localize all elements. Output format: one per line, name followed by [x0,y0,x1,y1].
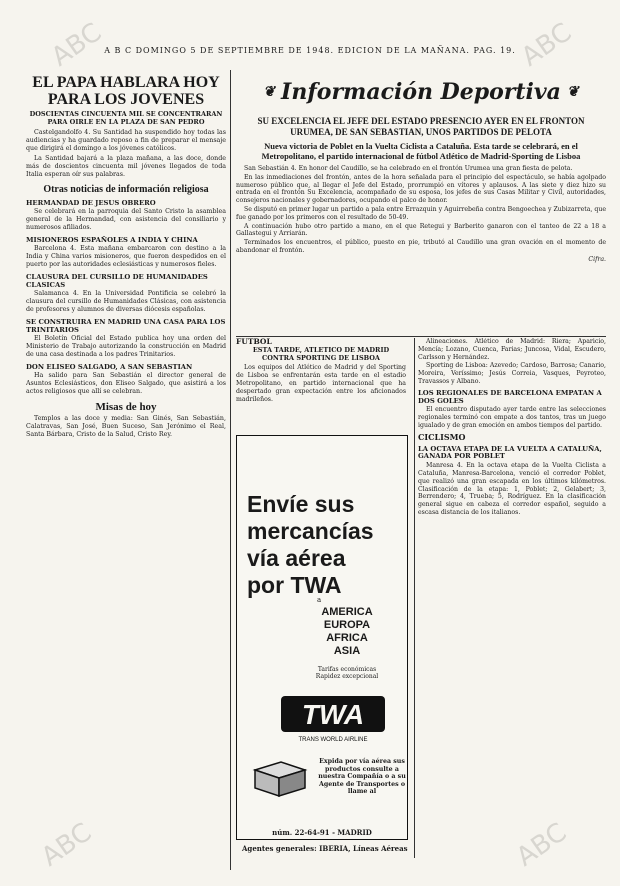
ad-tariff: Tarifas económicas Rapidez excepcional [315,666,379,680]
ad-phone: núm. 22-64-91 - MADRID [272,828,372,837]
ad-headline-line: vía aérea [247,545,346,571]
article-paragraph: A continuación hubo otro partido a mano, en el que Retegui y Barberito ganaron con el tanteo de 22 a 18 a Gallastegui y Arriarán. [236,222,606,238]
article-paragraph: Sporting de Lisboa: Azevedo; Cardoso, Barrosa; Canario, Moreira, Veríssimo; Jesús Correia, Vasques, Peyroteo, Travassos y Albano. [418,362,606,385]
watermark-bottom-right: ABC [511,817,573,873]
section-title-religion: Otras noticias de información religiosa [43,184,209,195]
subhead-clausura: CLAUSURA DEL CURSILLO DE HUMANIDADES CLASICAS [26,273,208,289]
ad-headline [247,491,374,599]
logo-tagline: TRANS WORLD AIRLINE [298,737,368,743]
lead-body [236,165,606,264]
twa-advertisement [236,435,408,840]
article-paragraph: El Boletín Oficial del Estado publica hoy una orden del Ministerio de Trabajo autorizando la construcción en Madrid de una casa destinada a los padres Trinitarios. [26,335,226,358]
sports-banner [236,70,606,114]
subhead-eliseo: DON ELISEO SALGADO, A SAN SEBASTIAN [26,363,193,371]
package-illustration [251,756,309,798]
article-paragraph: Ha salido para San Sebastián el director general de Asuntos Eclesiásticos, don Eliseo Salgado, que asistirá a los actos religiosos que allí se celebran. [26,372,226,395]
ornament-icon: ❦ [263,84,276,100]
article-paragraph: Castelgandolfo 4. Su Santidad ha suspendido hoy todas las audiencias y ha guardado reposo a fin de preparar el mensaje que dirigirá el domingo a los jóvenes católicos. [26,129,226,152]
destination: AMERICA [321,606,373,618]
section-title-misas: Misas de hoy [95,401,157,413]
article-paragraph: Templos a las doce y media: San Ginés, San Sebastián, Calatravas, San José, Buen Suceso, San Jerónimo el Real, Santa Bárbara, Cristo de la Salud, Cristo Rey. [26,415,226,438]
watermark-bottom-left: ABC [36,817,98,873]
article-paragraph: Manresa 4. En la octava etapa de la Vuelta Ciclista a Cataluña, Manresa-Barcelona, venció el corredor Poblet, que realizó una gran escapada en los últimos kilómetros. Clasificación de la etapa: 1, Poblet; 2, Gelabert; 3, Berrendero; 4, Trueba; 5, Rodríguez. En la clasificación general sigue en cabeza el corredor español, seguido a escasa distancia de los italianos. [418,462,606,516]
lead-subheadline: Nueva victoria de Poblet en la Vuelta Ciclista a Cataluña. Esta tarde se celebrará, en el Metropolitano, el partido internacional de fútbol Atlético de Madrid-Sporting de Lisboa [261,141,581,161]
ciclismo-subheading: LA OCTAVA ETAPA DE LA VUELTA A CATALUÑA, GANADA POR POBLET [418,444,602,461]
destination: EUROPA [323,619,371,631]
headline-pope: EL PAPA HABLARA HOY PARA LOS JOVENES [32,74,220,108]
subhead-misioneros: MISIONEROS ESPAÑOLES A INDIA Y CHINA [26,236,198,244]
byline: Cifra. [588,255,606,263]
left-column [26,70,226,873]
column-rule [230,70,231,870]
ad-agents: Agentes generales: IBERIA, Líneas Aéreas [242,844,408,853]
ad-destinations [307,606,387,658]
twa-logo [273,686,393,746]
destination: AFRICA [326,632,368,644]
subhead-hermandad: HERMANDAD DE JESUS OBRERO [26,199,156,207]
right-column [418,338,606,868]
sports-banner-title: Información Deportiva [281,79,561,105]
ad-headline-line: por TWA [247,572,342,598]
ad-headline-line: mercancías [247,518,374,544]
article-paragraph: San Sebastián 4. En honor del Caudillo, se ha celebrado en el frontón Urumea una gran fiesta de pelota. [244,165,573,172]
article-paragraph: Los equipos del Atlético de Madrid y del Sporting de Lisboa se enfrentarán esta tarde en el estadio Metropolitano, en partido internacional que ha despertado gran expectación entre los aficionados madrileños. [236,364,406,403]
destination: ASIA [333,645,361,657]
article-paragraph: Barcelona 4. Esta mañana embarcaron con destino a la India y China varios misioneros, que fueron despedidos en el puerto por las autoridades eclesiásticas y numerosos fieles. [26,245,226,268]
lead-headline: SU EXCELENCIA EL JEFE DEL ESTADO PRESENCIO AYER EN EL FRONTON URUMEA, DE SAN SEBASTIAN, UNOS PARTIDOS DE PELOTA [257,116,585,137]
article-paragraph: Terminados los encuentros, el público, puesto en pie, tributó al Caudillo una gran ovación en el momento de abandonar el frontón. [236,239,606,254]
ad-headline-line: Envíe sus [247,491,355,517]
subhead-casa: SE CONSTRUIRA EN MADRID UNA CASA PARA LOS TRINITARIOS [26,318,226,334]
article-paragraph: Salamanca 4. En la Universidad Pontificia se celebró la clausura del cursillo de Humanidades Clásicas, con asistencia de profesores y alumnos de diversas diócesis españolas. [26,290,226,313]
subhead-empate: LOS REGIONALES DE BARCELONA EMPATAN A DOS GOLES [418,388,602,405]
logo-text: TWA [301,699,365,730]
futbol-heading: FUTBOL [236,337,272,346]
ad-connector: a [317,596,322,604]
futbol-subheading: ESTA TARDE, ATLETICO DE MADRID CONTRA SPORTING DE LISBOA [252,345,390,362]
article-paragraph: En las inmediaciones del frontón, antes de la hora señalada para el principio del espectáculo, se había agolpado numeroso público que, al llegar el Jefe del Estado, prorrumpió en vítores y aplausos. A las siete y diez hizo su entrada en el frontón Su Excelencia, acompañado de su esposa, los jefes de sus Casas Militar y Civil, autoridades, consejeros nacionales y gobernadores, ocupando el palco de honor. [236,173,606,205]
article-paragraph: Alineaciones. Atlético de Madrid: Riera; Aparicio, Mencía; Lozano, Cuenca, Farias; Juncosa, Vidal, Escudero, Carlsson y Hernández. [418,338,606,361]
sports-section [236,70,606,264]
watermark-top-right: ABC [516,17,578,73]
futbol-column [236,338,406,403]
article-paragraph: Se celebrará en la parroquia del Santo Cristo la asamblea general de la Hermandad, con asistencia del consiliario y numerosos afiliados. [26,208,226,231]
dek-pope: DOSCIENTAS CINCUENTA MIL SE CONCENTRARAN PARA OIRLE EN LA PLAZA DE SAN PEDRO [29,110,223,126]
lower-section [236,338,606,868]
column-rule [414,338,415,858]
ciclismo-heading: CICLISMO [418,431,466,442]
article-paragraph: El encuentro disputado ayer tarde entre las selecciones regionales terminó con empate a dos tantos, tras un juego igualado y de gran emoción en ambos tiempos del partido. [418,406,606,429]
page-header: A B C DOMINGO 5 DE SEPTIEMBRE DE 1948. EDICION DE LA MAÑANA. PAG. 19. [104,46,516,55]
ad-body: Expida por vía aérea sus productos consulte a nuestra Compañía o a su Agente de Transportes o llame al [318,758,406,795]
watermark-top-left: ABC [46,17,108,73]
article-paragraph: Se disputó en primer lugar un partido a pala entre Errazquin y Aguirrebeña contra Bengoechea y Zubizarreta, que fue ganado por los primeros con el resultado de 50-49. [236,205,606,221]
ornament-icon: ❦ [566,84,579,100]
article-paragraph: La Santidad bajará a la plaza mañana, a las doce, donde más de doscientos cincuenta mil jóvenes llegados de toda Italia esperan oír sus palabras. [26,155,226,178]
horizontal-rule [236,336,606,337]
